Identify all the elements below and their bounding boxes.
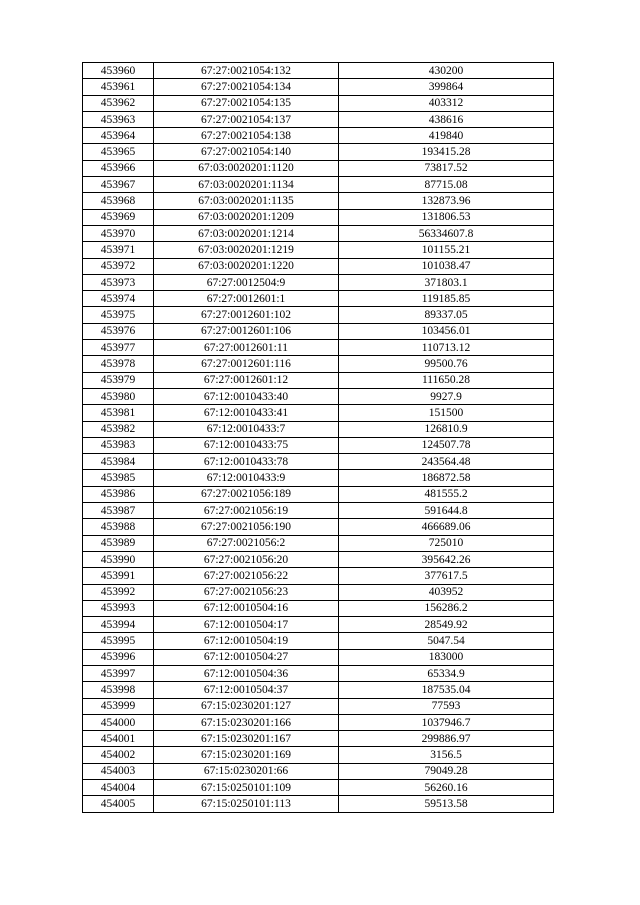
- table-row: [83, 780, 554, 796]
- table-row: [83, 144, 554, 160]
- row-number-cell: 453961: [83, 79, 154, 95]
- cadastral-value-cell: 28549.92: [339, 617, 554, 633]
- table-row: [83, 470, 554, 486]
- row-number-cell: 453978: [83, 356, 154, 372]
- row-number-cell: 453966: [83, 160, 154, 176]
- cadastral-value-cell: 1037946.7: [339, 714, 554, 730]
- cadastral-value-cell: 399864: [339, 79, 554, 95]
- table-row: [83, 568, 554, 584]
- row-number-cell: 453970: [83, 225, 154, 241]
- cadastral-value-cell: 466689.06: [339, 519, 554, 535]
- cadastral-number-cell: 67:27:0021056:22: [154, 568, 339, 584]
- table-row: [83, 796, 554, 812]
- cadastral-number-cell: 67:12:0010504:19: [154, 633, 339, 649]
- cadastral-number-cell: 67:12:0010504:36: [154, 665, 339, 681]
- table-row: [83, 95, 554, 111]
- table-row: [83, 323, 554, 339]
- table-row: [83, 63, 554, 79]
- row-number-cell: 454005: [83, 796, 154, 812]
- cadastral-value-cell: 156286.2: [339, 600, 554, 616]
- cadastral-number-cell: 67:27:0021054:138: [154, 128, 339, 144]
- cadastral-number-cell: 67:27:0021054:137: [154, 111, 339, 127]
- table-row: [83, 291, 554, 307]
- cadastral-number-cell: 67:27:0012601:11: [154, 340, 339, 356]
- cadastral-value-cell: 119185.85: [339, 291, 554, 307]
- cadastral-value-cell: 430200: [339, 63, 554, 79]
- table-row: [83, 617, 554, 633]
- cadastral-value-cell: 481555.2: [339, 486, 554, 502]
- row-number-cell: 453992: [83, 584, 154, 600]
- table-row: [83, 454, 554, 470]
- cadastral-value-cell: 56334607.8: [339, 225, 554, 241]
- cadastral-number-cell: 67:27:0021054:134: [154, 79, 339, 95]
- cadastral-number-cell: 67:03:0020201:1214: [154, 225, 339, 241]
- cadastral-number-cell: 67:12:0010433:7: [154, 421, 339, 437]
- cadastral-value-cell: 193415.28: [339, 144, 554, 160]
- row-number-cell: 453965: [83, 144, 154, 160]
- cadastral-number-cell: 67:15:0230201:66: [154, 763, 339, 779]
- cadastral-value-cell: 403312: [339, 95, 554, 111]
- cadastral-number-cell: 67:15:0250101:113: [154, 796, 339, 812]
- row-number-cell: 453976: [83, 323, 154, 339]
- row-number-cell: 453994: [83, 617, 154, 633]
- table-row: [83, 519, 554, 535]
- row-number-cell: 453998: [83, 682, 154, 698]
- row-number-cell: 453973: [83, 274, 154, 290]
- cadastral-value-cell: 103456.01: [339, 323, 554, 339]
- cadastral-value-cell: 183000: [339, 649, 554, 665]
- cadastral-number-cell: 67:12:0010504:27: [154, 649, 339, 665]
- cadastral-number-cell: 67:12:0010504:17: [154, 617, 339, 633]
- cadastral-number-cell: 67:15:0250101:109: [154, 780, 339, 796]
- table-row: [83, 225, 554, 241]
- table-row: [83, 388, 554, 404]
- cadastral-number-cell: 67:15:0230201:127: [154, 698, 339, 714]
- cadastral-number-cell: 67:27:0021056:189: [154, 486, 339, 502]
- table-row: [83, 665, 554, 681]
- table-row: [83, 356, 554, 372]
- cadastral-value-cell: 111650.28: [339, 372, 554, 388]
- cadastral-number-cell: 67:27:0021056:19: [154, 503, 339, 519]
- cadastral-value-cell: 124507.78: [339, 437, 554, 453]
- cadastral-value-cell: 186872.58: [339, 470, 554, 486]
- row-number-cell: 453974: [83, 291, 154, 307]
- row-number-cell: 453969: [83, 209, 154, 225]
- row-number-cell: 453996: [83, 649, 154, 665]
- cadastral-value-cell: 101155.21: [339, 242, 554, 258]
- table-row: [83, 340, 554, 356]
- table-row: [83, 111, 554, 127]
- row-number-cell: 453986: [83, 486, 154, 502]
- cadastral-number-cell: 67:12:0010433:75: [154, 437, 339, 453]
- cadastral-number-cell: 67:12:0010433:78: [154, 454, 339, 470]
- row-number-cell: 453971: [83, 242, 154, 258]
- table-row: [83, 600, 554, 616]
- cadastral-value-cell: 101038.47: [339, 258, 554, 274]
- cadastral-number-cell: 67:27:0021054:135: [154, 95, 339, 111]
- table-row: [83, 698, 554, 714]
- table-row: [83, 714, 554, 730]
- cadastral-value-cell: 151500: [339, 405, 554, 421]
- cadastral-value-cell: 73817.52: [339, 160, 554, 176]
- row-number-cell: 453999: [83, 698, 154, 714]
- row-number-cell: 453984: [83, 454, 154, 470]
- cadastral-number-cell: 67:15:0230201:169: [154, 747, 339, 763]
- row-number-cell: 453991: [83, 568, 154, 584]
- cadastral-value-cell: 131806.53: [339, 209, 554, 225]
- cadastral-number-cell: 67:03:0020201:1134: [154, 177, 339, 193]
- cadastral-number-cell: 67:15:0230201:167: [154, 731, 339, 747]
- row-number-cell: 454001: [83, 731, 154, 747]
- table-row: [83, 747, 554, 763]
- cadastral-number-cell: 67:27:0021056:20: [154, 551, 339, 567]
- cadastral-value-cell: 5047.54: [339, 633, 554, 649]
- table-row: [83, 503, 554, 519]
- cadastral-value-cell: 132873.96: [339, 193, 554, 209]
- row-number-cell: 453988: [83, 519, 154, 535]
- row-number-cell: 453983: [83, 437, 154, 453]
- cadastral-number-cell: 67:03:0020201:1135: [154, 193, 339, 209]
- cadastral-value-cell: 187535.04: [339, 682, 554, 698]
- cadastral-number-cell: 67:27:0012601:1: [154, 291, 339, 307]
- cadastral-number-cell: 67:12:0010433:9: [154, 470, 339, 486]
- row-number-cell: 453982: [83, 421, 154, 437]
- cadastral-value-cell: 395642.26: [339, 551, 554, 567]
- row-number-cell: 453977: [83, 340, 154, 356]
- table-row: [83, 177, 554, 193]
- cadastral-value-cell: 56260.16: [339, 780, 554, 796]
- cadastral-number-cell: 67:27:0021056:190: [154, 519, 339, 535]
- cadastral-number-cell: 67:27:0012601:102: [154, 307, 339, 323]
- cadastral-value-cell: 110713.12: [339, 340, 554, 356]
- cadastral-value-cell: 65334.9: [339, 665, 554, 681]
- cadastral-number-cell: 67:27:0021054:132: [154, 63, 339, 79]
- table-row: [83, 372, 554, 388]
- row-number-cell: 453989: [83, 535, 154, 551]
- table-row: [83, 763, 554, 779]
- cadastral-number-cell: 67:03:0020201:1219: [154, 242, 339, 258]
- cadastral-number-cell: 67:27:0012601:106: [154, 323, 339, 339]
- row-number-cell: 454000: [83, 714, 154, 730]
- table-row: [83, 79, 554, 95]
- table-row: [83, 649, 554, 665]
- cadastral-value-cell: 299886.97: [339, 731, 554, 747]
- table-body: [83, 63, 554, 813]
- cadastral-value-cell: 89337.05: [339, 307, 554, 323]
- row-number-cell: 454004: [83, 780, 154, 796]
- table-row: [83, 535, 554, 551]
- cadastral-value-cell: 77593: [339, 698, 554, 714]
- table-row: [83, 486, 554, 502]
- cadastral-value-cell: 591644.8: [339, 503, 554, 519]
- cadastral-value-cell: 243564.48: [339, 454, 554, 470]
- cadastral-number-cell: 67:12:0010433:41: [154, 405, 339, 421]
- row-number-cell: 453990: [83, 551, 154, 567]
- table-row: [83, 682, 554, 698]
- row-number-cell: 454003: [83, 763, 154, 779]
- cadastral-number-cell: 67:12:0010433:40: [154, 388, 339, 404]
- cadastral-number-cell: 67:03:0020201:1120: [154, 160, 339, 176]
- cadastral-number-cell: 67:03:0020201:1209: [154, 209, 339, 225]
- cadastral-number-cell: 67:12:0010504:37: [154, 682, 339, 698]
- row-number-cell: 453981: [83, 405, 154, 421]
- table-row: [83, 584, 554, 600]
- row-number-cell: 453968: [83, 193, 154, 209]
- row-number-cell: 453979: [83, 372, 154, 388]
- cadastral-number-cell: 67:27:0021054:140: [154, 144, 339, 160]
- row-number-cell: 453967: [83, 177, 154, 193]
- table-row: [83, 731, 554, 747]
- row-number-cell: 453995: [83, 633, 154, 649]
- row-number-cell: 453963: [83, 111, 154, 127]
- cadastral-number-cell: 67:27:0012601:116: [154, 356, 339, 372]
- table-row: [83, 258, 554, 274]
- table-row: [83, 307, 554, 323]
- cadastral-value-cell: 9927.9: [339, 388, 554, 404]
- cadastral-value-cell: 87715.08: [339, 177, 554, 193]
- cadastral-number-cell: 67:03:0020201:1220: [154, 258, 339, 274]
- cadastral-number-cell: 67:27:0012504:9: [154, 274, 339, 290]
- table-row: [83, 193, 554, 209]
- cadastral-value-table: [82, 62, 554, 813]
- row-number-cell: 453962: [83, 95, 154, 111]
- cadastral-number-cell: 67:27:0021056:2: [154, 535, 339, 551]
- cadastral-value-cell: 371803.1: [339, 274, 554, 290]
- row-number-cell: 453993: [83, 600, 154, 616]
- cadastral-value-cell: 725010: [339, 535, 554, 551]
- cadastral-number-cell: 67:27:0021056:23: [154, 584, 339, 600]
- cadastral-value-cell: 99500.76: [339, 356, 554, 372]
- table-row: [83, 242, 554, 258]
- row-number-cell: 453972: [83, 258, 154, 274]
- cadastral-number-cell: 67:15:0230201:166: [154, 714, 339, 730]
- row-number-cell: 453975: [83, 307, 154, 323]
- row-number-cell: 453960: [83, 63, 154, 79]
- cadastral-value-cell: 59513.58: [339, 796, 554, 812]
- cadastral-number-cell: 67:12:0010504:16: [154, 600, 339, 616]
- cadastral-number-cell: 67:27:0012601:12: [154, 372, 339, 388]
- row-number-cell: 453997: [83, 665, 154, 681]
- cadastral-value-cell: 377617.5: [339, 568, 554, 584]
- row-number-cell: 454002: [83, 747, 154, 763]
- cadastral-value-cell: 3156.5: [339, 747, 554, 763]
- cadastral-value-cell: 79049.28: [339, 763, 554, 779]
- table-row: [83, 160, 554, 176]
- cadastral-value-cell: 126810.9: [339, 421, 554, 437]
- table-row: [83, 128, 554, 144]
- row-number-cell: 453987: [83, 503, 154, 519]
- table-row: [83, 421, 554, 437]
- table-row: [83, 209, 554, 225]
- table-row: [83, 274, 554, 290]
- row-number-cell: 453964: [83, 128, 154, 144]
- row-number-cell: 453985: [83, 470, 154, 486]
- row-number-cell: 453980: [83, 388, 154, 404]
- table-row: [83, 551, 554, 567]
- table-row: [83, 437, 554, 453]
- table-row: [83, 405, 554, 421]
- table-row: [83, 633, 554, 649]
- cadastral-value-cell: 403952: [339, 584, 554, 600]
- cadastral-value-cell: 438616: [339, 111, 554, 127]
- cadastral-value-cell: 419840: [339, 128, 554, 144]
